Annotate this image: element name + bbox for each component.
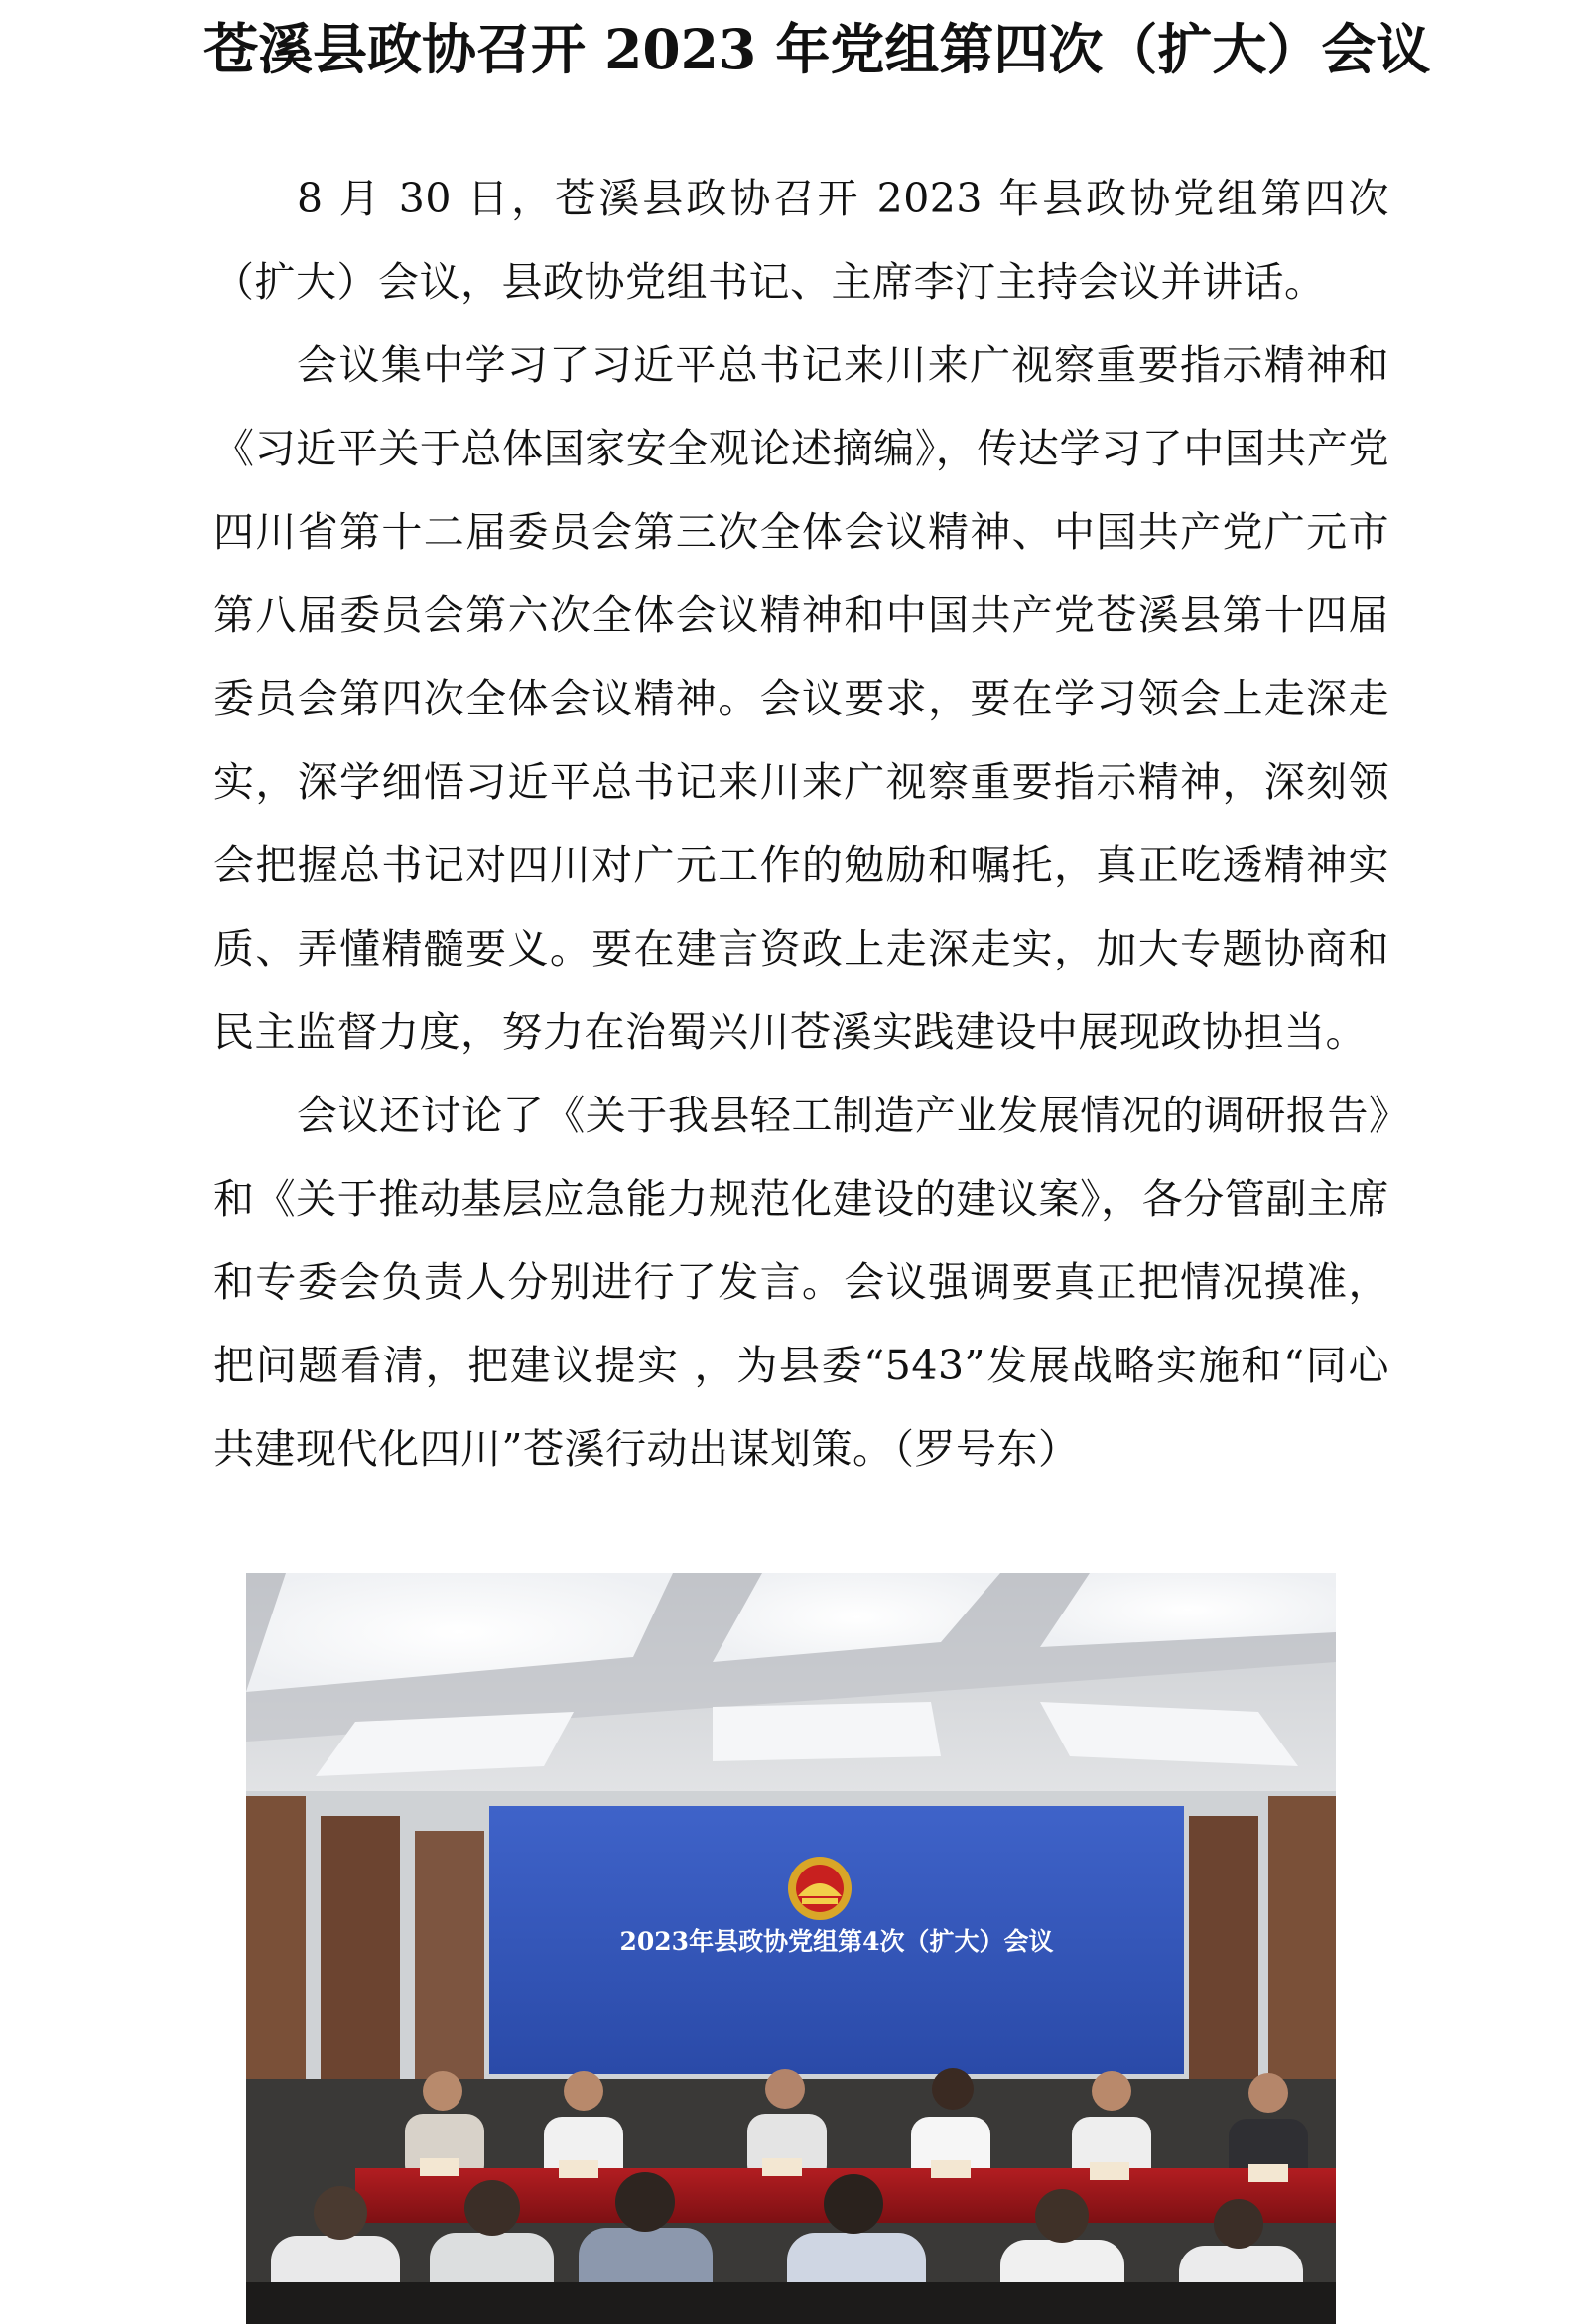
article-title: 苍溪县政协召开 2023 年党组第四次（扩大）会议 (203, 17, 1431, 81)
wood-panel (1189, 1816, 1258, 2084)
paragraph: 会议集中学习了习近平总书记来川来广视察重要指示精神和《习近平关于总体国家安全观论述摘编》，传达学习了中国共产党四川省第十二届委员会第三次全体会议精神、中国共产党广元市第八届委员会第六次全体会议精神和中国共产党苍溪县第十四届委员会第四次全体会议精神。会议要求，要在学习领会上走深走实，深学细悟习近平总书记来川来广视察重要指示精神，深刻领会把握总书记对四川对广元工作的勉励和嘱托，真正吃透精神实质、弄懂精髓要义。要在建言资政上走深走实，加大专题协商和民主监督力度，努力在治蜀兴川苍溪实践建设中展现政协担当。 (213, 341, 1389, 1056)
wood-panel (1268, 1796, 1336, 2084)
paragraph: 会议还讨论了《关于我县轻工制造产业发展情况的调研报告》和《关于推动基层应急能力规范化建设的建议案》，各分管副主席和专委会负责人分别进行了发言。会议强调要真正把情况摸准，把问题看清，把建议提实 ，为县委“543”发展战略实施和“同心共建现代化四川”苍溪行动出谋划策。（罗号东） (213, 1092, 1389, 1473)
wood-panel (415, 1831, 484, 2079)
paragraph: 8 月 30 日，苍溪县政协召开 2023 年县政协党组第四次（扩大）会议，县政协党组书记、主席李汀主持会议并讲话。 (213, 175, 1389, 306)
wood-panel (321, 1816, 400, 2084)
front-table (246, 2282, 1336, 2324)
banner-text: 2023年县政协党组第4次（扩大）会议 (619, 1927, 1054, 1956)
article-body (213, 157, 1389, 1490)
wood-panel (246, 1796, 306, 2084)
ceiling-light (713, 1702, 941, 1761)
meeting-photo (246, 1573, 1336, 2324)
cppcc-emblem-icon (788, 1857, 852, 1920)
